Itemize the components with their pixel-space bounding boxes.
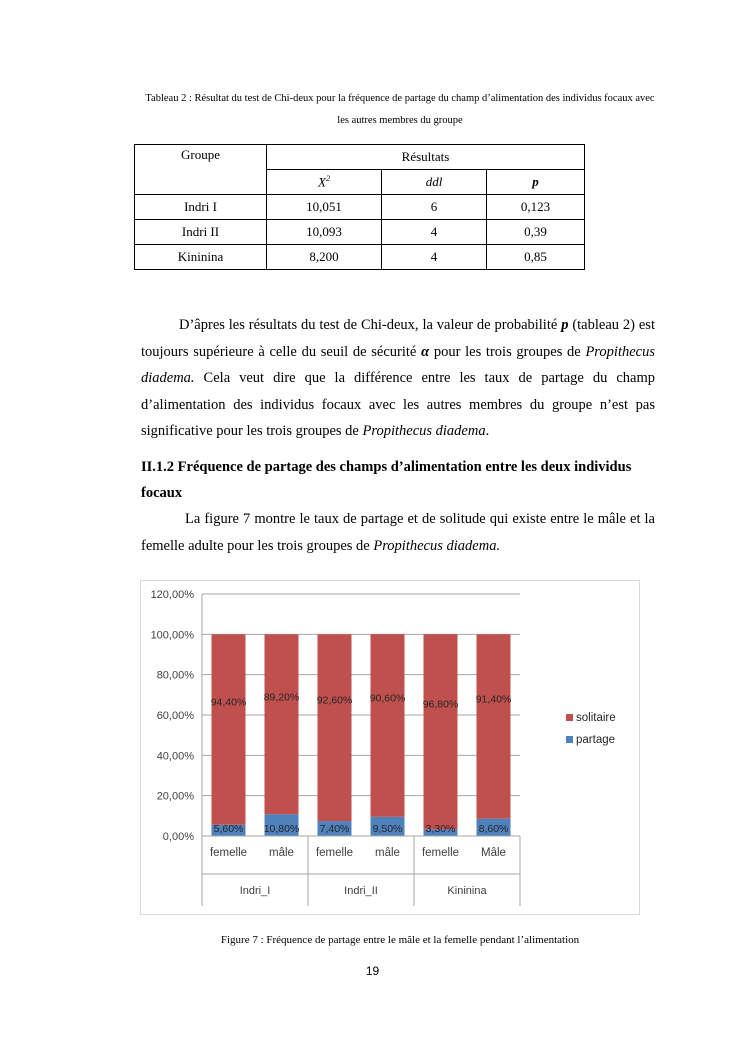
cell-p: 0,123 bbox=[487, 195, 585, 220]
cell-groupe: Kininina bbox=[135, 245, 267, 270]
bar-solitaire bbox=[424, 634, 458, 829]
bar-solitaire bbox=[477, 634, 511, 818]
section-heading: II.1.2 Fréquence de partage des champs d’alimentation entre les deux individus focaux bbox=[141, 459, 632, 501]
paragraph-figure-intro: La figure 7 montre le taux de partage et de solitude qui existe entre le mâle et la femelle adulte pour les trois groupes de Propithecus diadema. bbox=[141, 511, 655, 554]
data-label-partage: 3,30% bbox=[425, 823, 456, 835]
data-label-solitaire: 91,40% bbox=[475, 693, 512, 706]
data-label-partage: 7,40% bbox=[319, 823, 350, 835]
header-resultats: Résultats bbox=[267, 145, 585, 170]
data-label-partage: 5,60% bbox=[213, 823, 244, 835]
bar-solitaire bbox=[265, 634, 299, 814]
data-label-solitaire: 92,60% bbox=[316, 694, 353, 707]
x-tick-label: mâle bbox=[269, 847, 294, 859]
y-tick-label: 0,00% bbox=[162, 831, 194, 843]
cell-p: 0,85 bbox=[487, 245, 585, 270]
legend-swatch bbox=[566, 714, 573, 721]
y-tick-label: 60,00% bbox=[156, 710, 194, 722]
data-label-partage: 8,60% bbox=[478, 823, 509, 835]
chart-bars bbox=[211, 634, 512, 836]
y-tick-label: 120,00% bbox=[150, 589, 194, 601]
x-axis bbox=[202, 836, 520, 906]
legend-swatch bbox=[566, 736, 573, 743]
header-x2: $X^2$ bbox=[267, 170, 382, 195]
y-tick-label: 100,00% bbox=[150, 629, 194, 642]
group-label: Indri_I bbox=[239, 885, 271, 897]
table-caption: Tableau 2 : Résultat du test de Chi-deux pour la fréquence de partage du champ d’alimentation des individus focaux avec les autres membres du groupe bbox=[145, 93, 655, 126]
cell-ddl: 6 bbox=[382, 195, 487, 220]
y-tick-label: 80,00% bbox=[156, 669, 194, 682]
data-label-solitaire: 89,20% bbox=[263, 691, 300, 704]
cell-ddl: 4 bbox=[382, 245, 487, 270]
paragraph-chi-deux: D’âpres les résultats du test de Chi-deux, la valeur de probabilité p (tableau 2) est toujours supérieure à celle du seuil de sécurité α pour les trois groupes de Propithecus diadema. Cela veut dire que la différence entre les taux de partage du champ d’alimentation des individus focaux avec les autres membres du groupe n’est pas significative pour les trois groupes de Propithecus diadema. bbox=[141, 317, 655, 439]
table-row bbox=[135, 245, 585, 270]
data-label-partage: 10,80% bbox=[263, 823, 300, 835]
table-row bbox=[135, 195, 585, 220]
x-tick-label: femelle bbox=[421, 847, 460, 859]
x-tick-label: mâle bbox=[375, 847, 400, 859]
chart-gridlines bbox=[202, 594, 520, 836]
cell-ddl: 4 bbox=[382, 220, 487, 245]
data-label-solitaire: 94,40% bbox=[210, 696, 247, 709]
x-tick-label: femelle bbox=[315, 847, 354, 859]
header-ddl: ddl bbox=[382, 170, 487, 195]
group-label: Kininina bbox=[447, 885, 487, 897]
cell-p: 0,39 bbox=[487, 220, 585, 245]
cell-x2: 8,200 bbox=[267, 245, 382, 270]
table-row bbox=[135, 220, 585, 245]
x-tick-label: femelle bbox=[209, 847, 248, 859]
data-label-partage: 9,50% bbox=[372, 823, 403, 835]
page-number: 19 bbox=[365, 964, 380, 978]
cell-x2: 10,051 bbox=[267, 195, 382, 220]
bar-solitaire bbox=[371, 634, 405, 817]
bar-solitaire bbox=[212, 634, 246, 824]
stacked-bar-chart bbox=[140, 580, 640, 915]
cell-groupe: Indri I bbox=[135, 195, 267, 220]
legend-label: solitaire bbox=[576, 712, 616, 724]
data-label-solitaire: 96,80% bbox=[422, 698, 459, 711]
figure-caption: Figure 7 : Fréquence de partage entre le mâle et la femelle pendant l’alimentation bbox=[220, 934, 580, 946]
cell-x2: 10,093 bbox=[267, 220, 382, 245]
bar-solitaire bbox=[318, 634, 352, 821]
y-axis-ticks bbox=[151, 589, 195, 843]
chart-legend bbox=[566, 712, 616, 746]
y-tick-label: 40,00% bbox=[156, 750, 194, 763]
cell-groupe: Indri II bbox=[135, 220, 267, 245]
header-p: p bbox=[487, 170, 585, 195]
group-label: Indri_II bbox=[344, 885, 378, 897]
y-tick-label: 20,00% bbox=[156, 790, 194, 803]
header-groupe: Groupe bbox=[135, 145, 267, 195]
data-label-solitaire: 90,60% bbox=[369, 692, 406, 705]
x-tick-label: Mâle bbox=[481, 847, 506, 859]
legend-label: partage bbox=[576, 734, 616, 746]
results-table bbox=[134, 144, 585, 270]
